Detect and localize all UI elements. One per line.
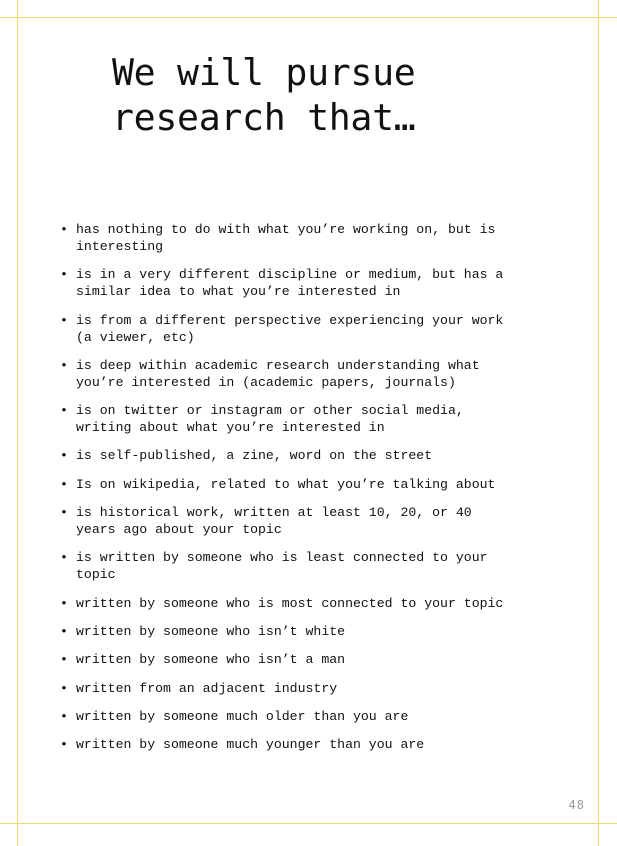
bullet-item [58, 312, 558, 346]
bullet-dot-icon: • [60, 476, 68, 492]
bullet-dot-icon: • [60, 357, 68, 373]
bullet-dot-icon: • [60, 448, 68, 464]
bullet-dot-icon: • [60, 680, 68, 696]
bullet-text: written by someone who isn’t white [76, 623, 346, 639]
bullet-text: written by someone much older than you are [76, 708, 409, 724]
bullet-text: is on twitter or instagram or other social media, writing about what you’re interested in [76, 403, 464, 436]
bullet-text: written from an adjacent industry [76, 680, 338, 696]
bullet-item [58, 680, 558, 697]
bullet-dot-icon: • [60, 267, 68, 283]
bullet-item [58, 651, 558, 668]
bullet-dot-icon: • [60, 312, 68, 328]
bullet-text: written by someone much younger than you are [76, 737, 425, 753]
bullet-dot-icon: • [60, 505, 68, 521]
bullet-text: has nothing to do with what you’re working on, but is interesting [76, 222, 496, 254]
bullet-text: is written by someone who is least connected to your topic [76, 550, 488, 583]
bullet-item [58, 623, 558, 640]
bullet-dot-icon: • [60, 737, 68, 753]
slide-title: We will pursue research that… [112, 51, 416, 139]
bullet-item [58, 266, 558, 300]
guide-line-left [17, 0, 18, 846]
bullet-list [58, 221, 558, 764]
bullet-item [58, 402, 558, 436]
bullet-item [58, 708, 558, 725]
bullet-item [58, 447, 558, 464]
bullet-text: is historical work, written at least 10, 20, or 40 years ago about your topic [76, 505, 472, 538]
bullet-text: is deep within academic research understanding what you’re interested in (academic papers, journals) [76, 357, 480, 390]
bullet-item [58, 595, 558, 612]
bullet-text: written by someone who isn’t a man [76, 652, 346, 668]
bullet-text: written by someone who is most connected to your topic [76, 595, 504, 611]
bullet-dot-icon: • [60, 623, 68, 639]
bullet-text: Is on wikipedia, related to what you’re talking about [76, 476, 496, 492]
guide-line-top [0, 17, 617, 18]
bullet-item [58, 549, 558, 583]
bullet-dot-icon: • [60, 222, 68, 237]
bullet-dot-icon: • [60, 550, 68, 566]
bullet-dot-icon: • [60, 403, 68, 419]
bullet-item [58, 504, 558, 538]
bullet-text: is self-published, a zine, word on the street [76, 448, 433, 464]
bullet-dot-icon: • [60, 595, 68, 611]
bullet-text: is in a very different discipline or medium, but has a similar idea to what you’re interested in [76, 267, 504, 300]
bullet-item [58, 736, 558, 753]
bullet-text: is from a different perspective experiencing your work (a viewer, etc) [76, 312, 504, 345]
bullet-item [58, 476, 558, 493]
bullet-item [58, 357, 558, 391]
guide-line-bottom [0, 823, 617, 824]
bullet-dot-icon: • [60, 708, 68, 724]
bullet-dot-icon: • [60, 652, 68, 668]
bullet-item [58, 221, 558, 255]
page-number: 48 [568, 798, 585, 812]
guide-line-right [598, 0, 599, 846]
